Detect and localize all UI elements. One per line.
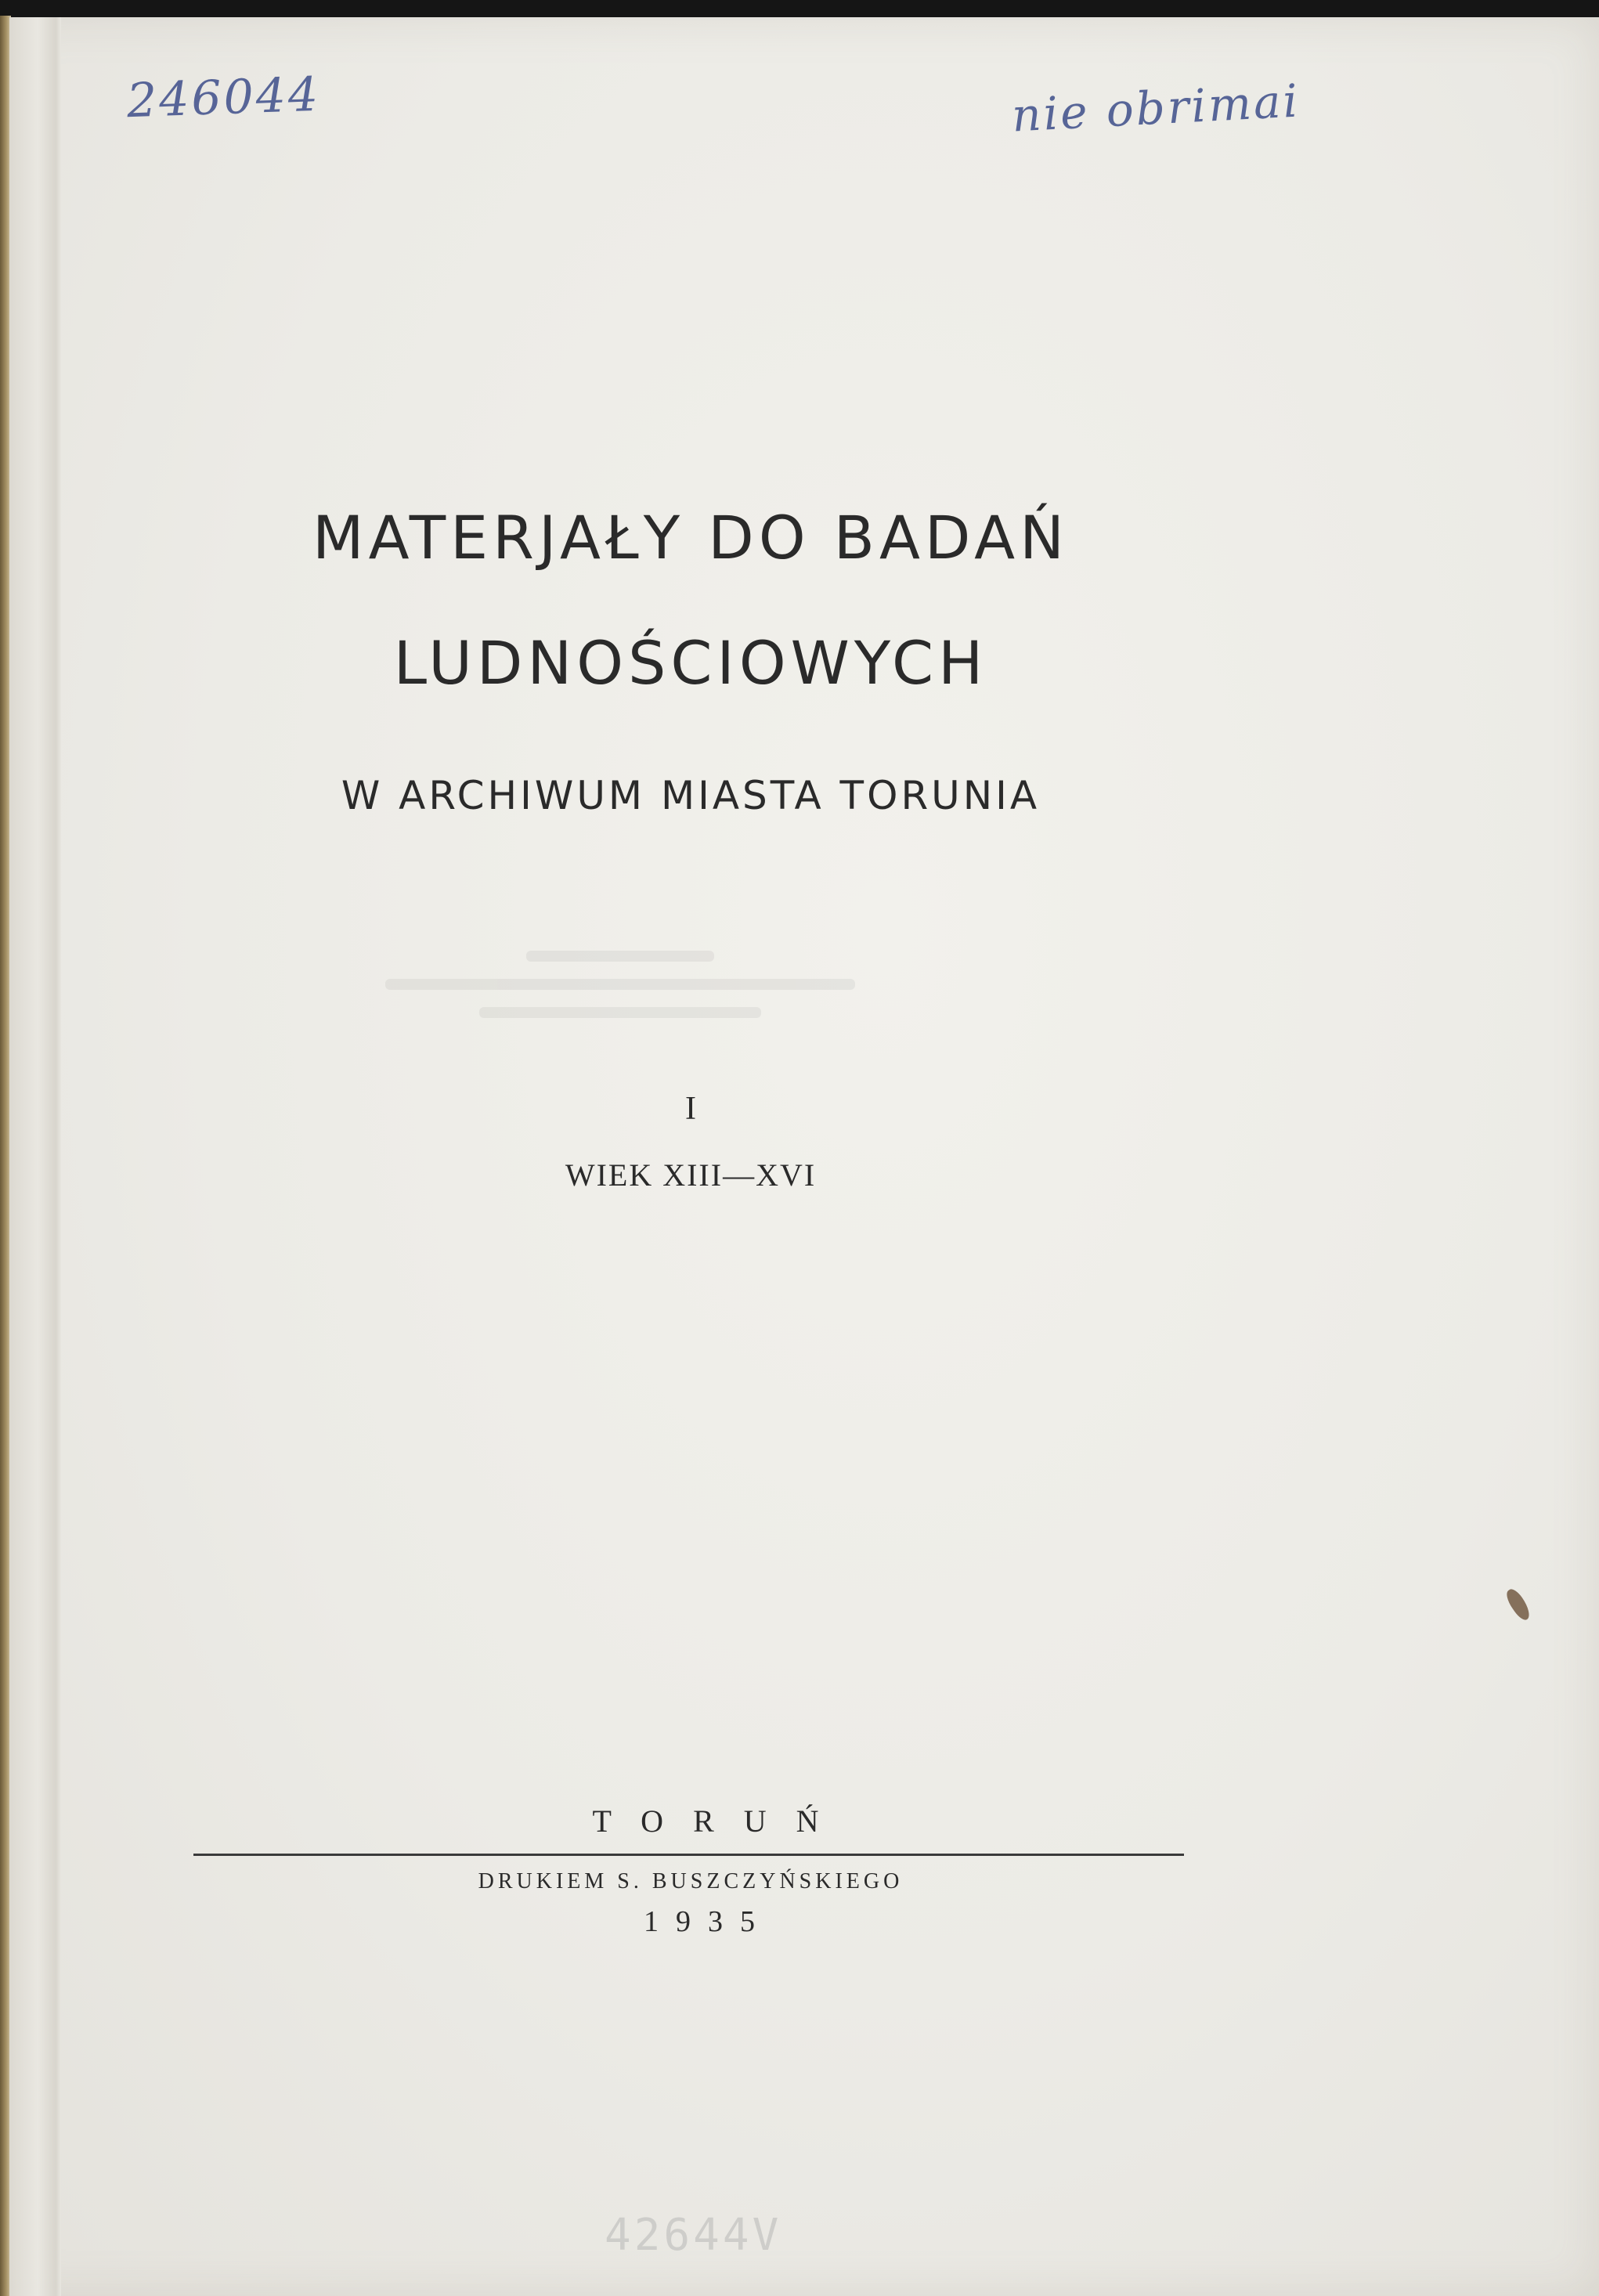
title-line-1: MATERJAŁY DO BADAŃ (312, 503, 1069, 572)
subtitle: W ARCHIWUM MIASTA TORUNIA (341, 773, 1041, 818)
title-page (9, 17, 1599, 2296)
faded-show-through-text (377, 933, 863, 1059)
imprint-divider (193, 1854, 1184, 1856)
handwritten-note: nie obrimai (1010, 74, 1301, 143)
handwritten-inventory-number: 246044 (125, 67, 322, 129)
faded-library-stamp: 42644V (605, 2210, 782, 2261)
century-range: WIEK XIII—XVI (565, 1157, 817, 1193)
printer-name: DRUKIEM S. BUSZCZYŃSKIEGO (478, 1869, 904, 1893)
paper-stain (1503, 1587, 1534, 1623)
volume-number: I (685, 1091, 696, 1127)
publication-year: 1935 (644, 1905, 772, 1938)
title-line-2: LUDNOŚCIOWYCH (393, 628, 988, 698)
publication-city: TORUŃ (592, 1803, 849, 1839)
